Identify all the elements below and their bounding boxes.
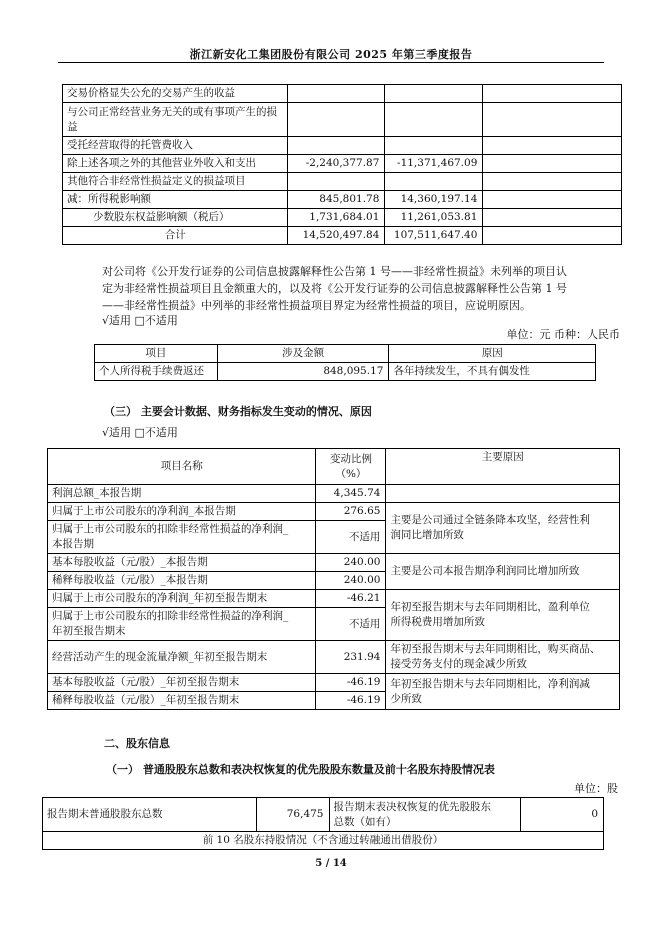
- unit-currency-note: 单位：元 币种：人民币: [506, 328, 620, 341]
- note-cell: [483, 103, 622, 137]
- reason-line: 年初至报告期末与去年同期相比，盈利单位: [390, 601, 590, 613]
- value-cell: [288, 173, 385, 191]
- row-label: 与公司正常经营业务无关的或有事项产生的损益: [63, 103, 288, 137]
- total-label: 合计: [63, 227, 288, 245]
- table-row: [63, 103, 622, 137]
- table-header-row: [48, 449, 620, 485]
- value-cell: [385, 137, 483, 155]
- item-name: [48, 608, 316, 641]
- item-name: 经营活动产生的现金流量净额_年初至报告期末: [48, 641, 316, 674]
- table-row: [48, 641, 620, 674]
- item-name: 基本每股收益（元/股）_本报告期: [48, 554, 316, 572]
- reason-cell: 各年持续发生，不具有偶发性: [389, 363, 596, 381]
- header-rule: [58, 62, 604, 63]
- value-cell: 14,360,197.14: [385, 191, 483, 209]
- column-header: 项目: [95, 345, 218, 363]
- applicability-checkbox: √适用 □不适用: [102, 426, 178, 439]
- name-line: 归属于上市公司股东的扣除非经常性损益的净利润_: [52, 610, 289, 622]
- reason-cell: [386, 674, 620, 710]
- label-cell: [329, 798, 521, 832]
- table-header-row: [95, 345, 596, 363]
- reason-cell: 主要是公司本报告期净利润同比增加所致: [386, 554, 620, 590]
- value-cell: -11,371,467.09: [385, 155, 483, 173]
- amount-cell: 848,095.17: [217, 363, 389, 381]
- header-line: （%）: [335, 467, 367, 480]
- column-header: 原因: [389, 345, 596, 363]
- value-cell: [385, 85, 483, 103]
- table-row: [63, 155, 622, 173]
- section-heading: （三） 主要会计数据、财务指标发生变动的情况、原因: [104, 405, 372, 418]
- subsection-heading: （一） 普通股股东总数和表决权恢复的优先股股东数量及前十名股东持股情况表: [106, 763, 495, 776]
- shareholder-count-table: [42, 797, 604, 850]
- change-ratio: 240.00: [316, 554, 386, 572]
- value-cell: [385, 103, 483, 137]
- page-number: 5 / 14: [315, 858, 347, 869]
- reason-line: 年初至报告期末与去年同期相比，净利润减: [390, 677, 590, 690]
- row-label: 交易价格显失公允的交易产生的收益: [63, 85, 288, 103]
- name-line: 本报告期: [52, 538, 94, 550]
- table-row: [43, 798, 604, 832]
- note-cell: [483, 227, 622, 245]
- explanation-line: ——非经常性损益》中列举的非经常性损益项目界定为经常性损益的项目，应说明原因。: [102, 299, 531, 312]
- reason-line: 主要是公司通过全链条降本攻坚，经营性利: [390, 514, 590, 526]
- note-cell: [483, 155, 622, 173]
- table-row: [48, 485, 620, 503]
- reclassified-items-table: [94, 344, 596, 381]
- item-name: 归属于上市公司股东的净利润_年初至报告期末: [48, 590, 316, 608]
- non-recurring-items-table: [62, 84, 622, 245]
- change-ratio: 276.65: [316, 503, 386, 521]
- value-cell: 845,801.78: [288, 191, 385, 209]
- table-row: [48, 590, 620, 608]
- column-header: 项目名称: [48, 449, 316, 485]
- table-row: [43, 832, 604, 850]
- total-value: 14,520,497.84: [288, 227, 385, 245]
- total-value: 107,511,647.40: [385, 227, 483, 245]
- unit-note: 单位：股: [574, 782, 618, 795]
- item-name: 利润总额_本报告期: [48, 485, 316, 503]
- item-name: 归属于上市公司股东的净利润_本报告期: [48, 503, 316, 521]
- table-row: [63, 227, 622, 245]
- change-ratio: 不适用: [316, 608, 386, 641]
- section-heading: 二、股东信息: [104, 737, 170, 750]
- change-ratio: -46.19: [316, 674, 386, 692]
- table-row: [48, 554, 620, 572]
- note-cell: [483, 209, 622, 227]
- reason-line: 接受劳务支付的现金减少所致: [390, 658, 527, 670]
- table-row: [63, 173, 622, 191]
- table-row: [63, 85, 622, 103]
- table-row: [63, 137, 622, 155]
- reason-cell: [386, 590, 620, 641]
- label-line: 报告期末表决权恢复的优先股股东: [333, 800, 491, 813]
- table-row: [63, 209, 622, 227]
- change-ratio: 240.00: [316, 572, 386, 590]
- note-cell: [483, 137, 622, 155]
- column-header: 主要原因: [386, 449, 620, 485]
- value-cell: [288, 85, 385, 103]
- value-cell: 76,475: [256, 798, 329, 832]
- row-label: 除上述各项之外的其他营业外收入和支出: [63, 155, 288, 173]
- value-cell: 11,261,053.81: [385, 209, 483, 227]
- change-ratio: 4,345.74: [316, 485, 386, 503]
- reason-cell: [386, 503, 620, 554]
- table-row: [48, 503, 620, 521]
- item-name: 稀释每股收益（元/股）_本报告期: [48, 572, 316, 590]
- column-header: 涉及金额: [217, 345, 389, 363]
- value-cell: [288, 137, 385, 155]
- reason-cell: [386, 485, 620, 503]
- name-line: 年初至报告期末: [52, 625, 126, 637]
- note-cell: [483, 173, 622, 191]
- applicability-checkbox: √适用 □不适用: [102, 314, 178, 327]
- change-ratio: 231.94: [316, 641, 386, 674]
- name-line: 归属于上市公司股东的扣除非经常性损益的净利润_: [52, 523, 289, 535]
- row-label: 少数股东权益影响额（税后）: [63, 209, 288, 227]
- item-cell: 个人所得税手续费返还: [95, 363, 218, 381]
- label-line: 总数（如有）: [333, 815, 397, 828]
- reason-line: 所得税费用增加所致: [390, 616, 485, 628]
- financial-indicator-change-table: [47, 448, 620, 710]
- change-ratio: -46.21: [316, 590, 386, 608]
- explanation-line: 定为非经常性损益项目且金额重大的，以及将《公开发行证券的公司信息披露解释性公告第 1 号: [102, 282, 567, 295]
- change-ratio: 不适用: [316, 521, 386, 554]
- row-label: 受托经营取得的托管费收入: [63, 137, 288, 155]
- reason-cell: [386, 641, 620, 674]
- value-cell: 1,731,684.01: [288, 209, 385, 227]
- table-row: [95, 363, 596, 381]
- row-label: 其他符合非经常性损益定义的损益项目: [63, 173, 288, 191]
- label-cell: 报告期末普通股股东总数: [43, 798, 257, 832]
- header-line: 变动比例: [329, 452, 372, 465]
- page-header-title: 浙江新安化工集团股份有限公司 2025 年第三季度报告: [189, 48, 473, 61]
- note-cell: [483, 85, 622, 103]
- value-cell: -2,240,377.87: [288, 155, 385, 173]
- value-cell: [385, 173, 483, 191]
- item-name: 基本每股收益（元/股）_年初至报告期末: [48, 674, 316, 692]
- reason-line: 少所致: [390, 692, 422, 705]
- reason-line: 润同比增加所致: [390, 529, 464, 541]
- table-row: [48, 674, 620, 692]
- item-name: [48, 521, 316, 554]
- value-cell: 0: [521, 798, 604, 832]
- top10-header: 前 10 名股东持股情况（不含通过转融通出借股份）: [43, 832, 604, 850]
- reason-line: 年初至报告期末与去年同期相比，购买商品、: [390, 643, 601, 655]
- value-cell: [288, 103, 385, 137]
- row-label: 减：所得税影响额: [63, 191, 288, 209]
- item-name: 稀释每股收益（元/股）_年初至报告期末: [48, 692, 316, 710]
- note-cell: [483, 191, 622, 209]
- column-header: [316, 449, 386, 485]
- explanation-line: 对公司将《公开发行证券的公司信息披露解释性公告第 1 号——非经常性损益》未列举的项目认: [102, 265, 567, 278]
- change-ratio: -46.19: [316, 692, 386, 710]
- table-row: [63, 191, 622, 209]
